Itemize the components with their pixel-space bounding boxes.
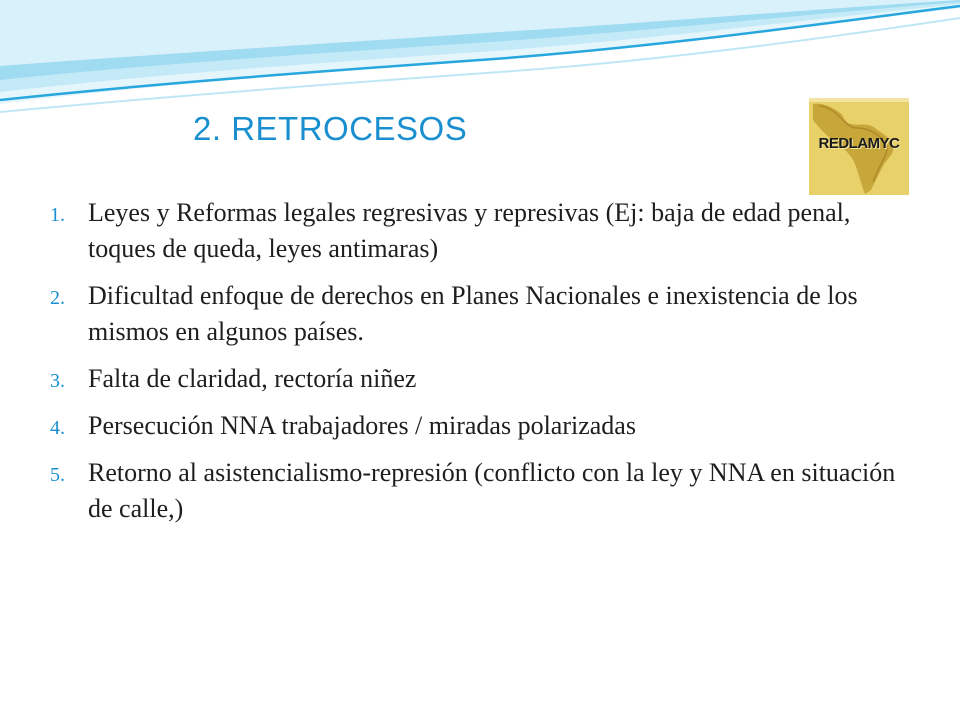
- item-text: Leyes y Reformas legales regresivas y represivas (Ej: baja de edad penal, toques de queda, leyes antimaras): [88, 198, 851, 263]
- item-number: 3.: [50, 370, 65, 392]
- list-item: [50, 195, 910, 267]
- item-text: Falta de claridad, rectoría niñez: [88, 364, 417, 393]
- item-number: 5.: [50, 464, 65, 486]
- list-item: [50, 278, 910, 350]
- setbacks-list: [50, 195, 910, 538]
- logo-text: REDLAMYC: [818, 135, 900, 152]
- item-number: 4.: [50, 417, 65, 439]
- list-item: [50, 408, 910, 444]
- item-number: 2.: [50, 287, 65, 309]
- item-text: Persecución NNA trabajadores / miradas polarizadas: [88, 411, 636, 440]
- list-item: [50, 455, 910, 527]
- item-text: Dificultad enfoque de derechos en Planes Nacionales e inexistencia de los mismos en algunos países.: [88, 281, 858, 346]
- item-number: 1.: [50, 204, 65, 226]
- redlamyc-logo: [809, 98, 909, 195]
- slide-title: 2. RETROCESOS: [193, 110, 468, 147]
- list-item: [50, 361, 910, 397]
- item-text: Retorno al asistencialismo-represión (conflicto con la ley y NNA en situación de calle,): [88, 458, 896, 523]
